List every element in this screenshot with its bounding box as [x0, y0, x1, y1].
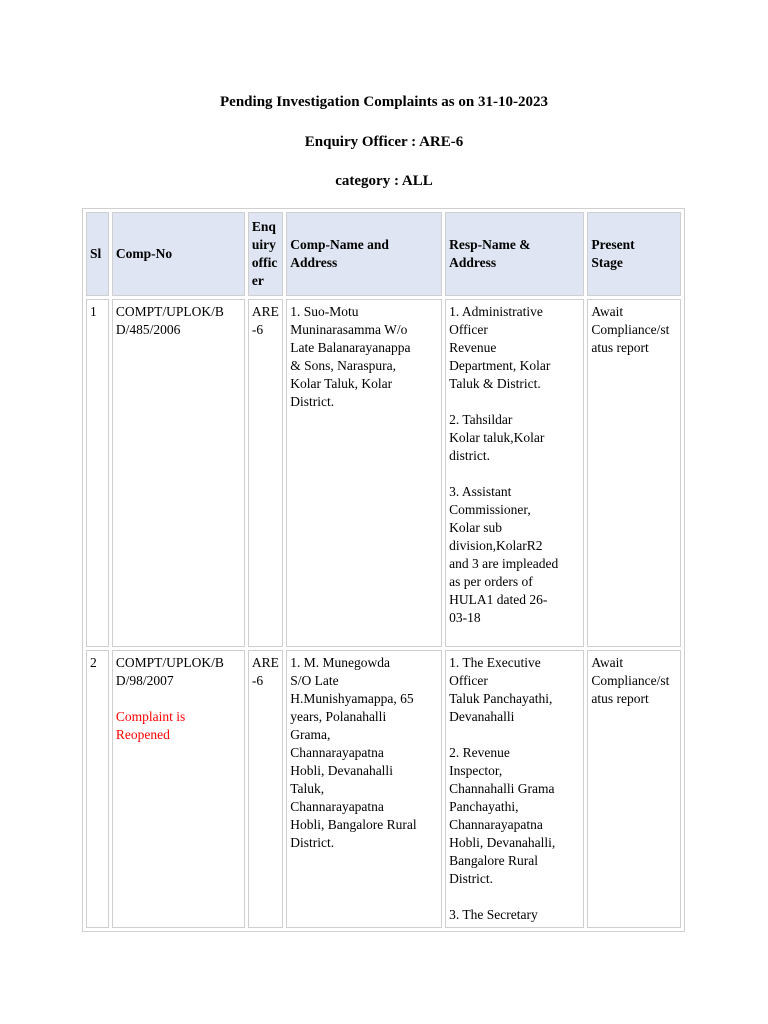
row-resp-item: 2. Tahsildar Kolar taluk,Kolar district.	[449, 412, 545, 463]
header-resp-name: Resp-Name & Address	[445, 212, 584, 296]
page-title: Pending Investigation Complaints as on 31-10-2023	[220, 94, 548, 110]
category-heading: category : ALL	[335, 173, 433, 189]
row-resp-item: 3. Assistant Commissioner, Kolar sub division,KolarR2 and 3 are impleaded as per orders of HULA1 dated 26- 03-18	[449, 484, 559, 625]
row-comp-no-cell	[112, 650, 245, 928]
row-sl: 2	[86, 650, 109, 928]
row-comp-no-cell	[112, 299, 245, 647]
complaints-table	[82, 208, 685, 932]
table-row	[86, 299, 681, 647]
row-comp-no: COMPT/UPLOK/B D/485/2006	[115, 304, 224, 337]
row-resp-item: 3. The Secretary	[449, 907, 538, 922]
row-present-stage: Await Compliance/st atus report	[587, 650, 681, 928]
reopened-note: Complaint is Reopened	[115, 709, 186, 742]
table-header-row	[86, 212, 681, 296]
header-comp-no: Comp-No	[112, 212, 245, 296]
enquiry-officer-heading: Enquiry Officer : ARE-6	[304, 134, 464, 150]
row-sl: 1	[86, 299, 109, 647]
row-comp-no: COMPT/UPLOK/B D/98/2007	[115, 655, 224, 688]
row-resp-item: 2. Revenue Inspector, Channahalli Grama Panchayathi, Channarayapatna Hobli, Devanahalli, Bangalore Rural District.	[449, 745, 556, 886]
row-resp-cell	[445, 299, 584, 647]
row-resp-item: 1. Administrative Officer Revenue Department, Kolar Taluk & District.	[449, 304, 551, 391]
row-comp-name: 1. Suo-Motu Muninarasamma W/o Late Balanarayanappa & Sons, Naraspura, Kolar Taluk, Kolar District.	[286, 299, 442, 647]
row-comp-name: 1. M. Munegowda S/O Late H.Munishyamappa, 65 years, Polanahalli Grama, Channarayapatna Hobli, Devanahalli Taluk, Channarayapatna Hobli, Bangalore Rural District.	[286, 650, 442, 928]
row-present-stage: Await Compliance/st atus report	[587, 299, 681, 647]
row-enquiry-officer: ARE -6	[248, 299, 283, 647]
header-present-stage: Present Stage	[587, 212, 681, 296]
row-resp-item: 1. The Executive Officer Taluk Panchayathi, Devanahalli	[449, 655, 553, 724]
row-resp-cell	[445, 650, 584, 928]
header-enquiry-officer: Enq uiry offic er	[248, 212, 283, 296]
row-enquiry-officer: ARE -6	[248, 650, 283, 928]
table-row	[86, 650, 681, 928]
header-sl: Sl	[86, 212, 109, 296]
header-comp-name: Comp-Name and Address	[286, 212, 442, 296]
